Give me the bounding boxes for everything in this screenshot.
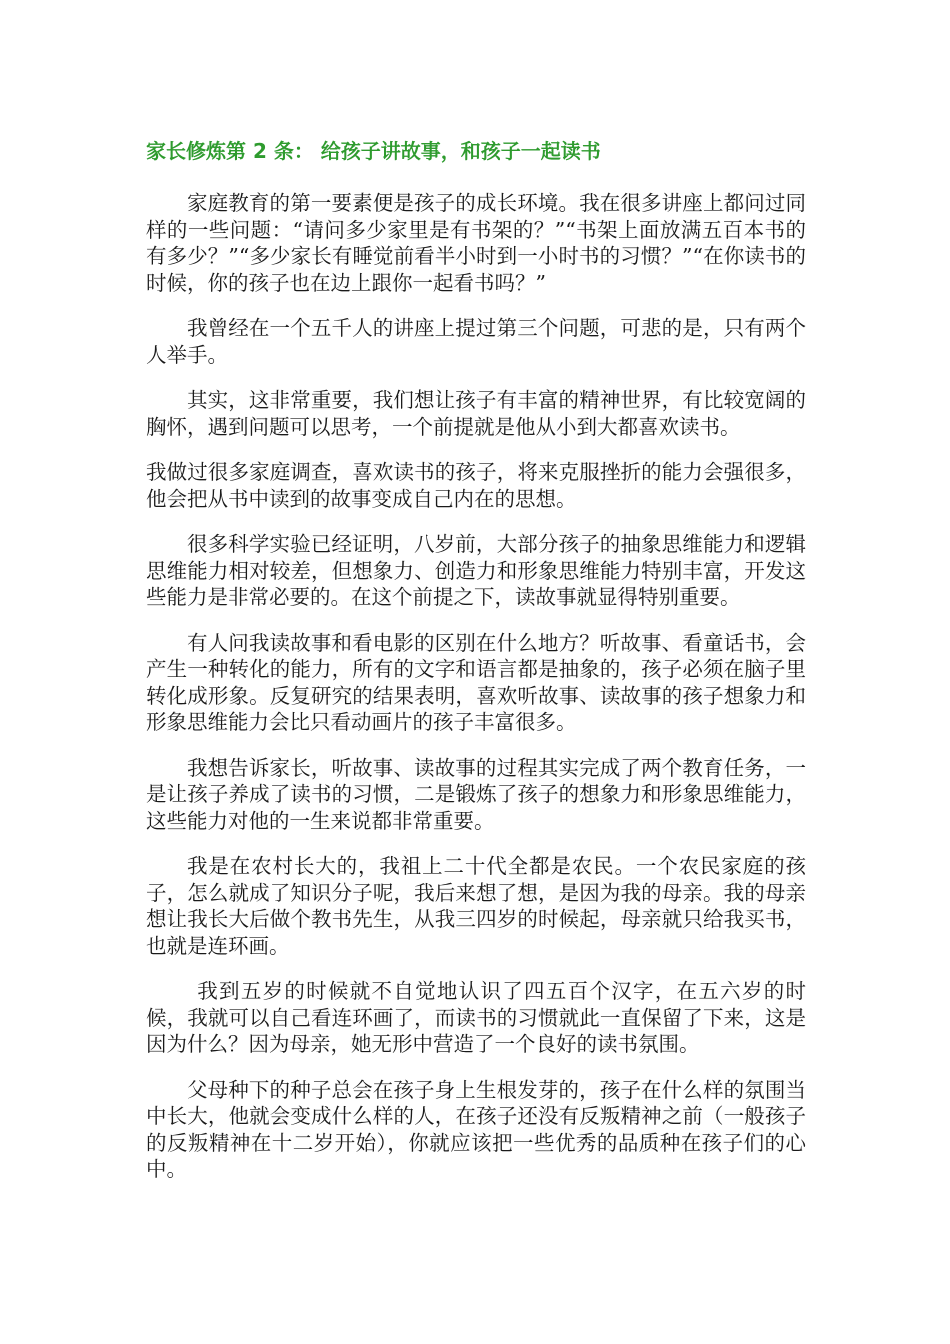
paragraph-9: 我到五岁的时候就不自觉地认识了四五百个汉字，在五六岁的时候，我就可以自己看连环画了，而读书的习惯就此一直保留了下来，这是因为什么？因为母亲，她无形中营造了一个良好的读书氛围。 — [146, 979, 806, 1056]
page-title: 家长修炼第 2 条： 给孩子讲故事，和孩子一起读书 — [146, 139, 601, 163]
article-body — [146, 190, 806, 1202]
paragraph-1: 家庭教育的第一要素便是孩子的成长环境。我在很多讲座上都问过同样的一些问题：“请问多少家里是有书架的？”“书架上面放满五百本书的有多少？”“多少家长有睡觉前看半小时到一小时书的习惯？”“在你读书的时候，你的孩子也在边上跟你一起看书吗？” — [146, 191, 806, 295]
paragraph-10: 父母种下的种子总会在孩子身上生根发芽的，孩子在什么样的氛围当中长大，他就会变成什么样的人，在孩子还没有反叛精神之前（一般孩子的反叛精神在十二岁开始），你就应该把一些优秀的品质种在孩子们的心中。 — [146, 1077, 806, 1181]
paragraph-7: 我想告诉家长，听故事、读故事的过程其实完成了两个教育任务，一是让孩子养成了读书的习惯，二是锻炼了孩子的想象力和形象思维能力，这些能力对他的一生来说都非常重要。 — [146, 755, 806, 833]
paragraph-4: 我做过很多家庭调查，喜欢读书的孩子，将来克服挫折的能力会强很多，他会把从书中读到的故事变成自己内在的思想。 — [146, 460, 806, 511]
paragraph-8: 我是在农村长大的，我祖上二十代全都是农民。一个农民家庭的孩子，怎么就成了知识分子呢，我后来想了想，是因为我的母亲。我的母亲想让我长大后做个教书先生，从我三四岁的时候起，母亲就只给我买书，也就是连环画。 — [146, 854, 806, 958]
paragraph-5: 很多科学实验已经证明，八岁前，大部分孩子的抽象思维能力和逻辑思维能力相对较差，但想象力、创造力和形象思维能力特别丰富，开发这些能力是非常必要的。在这个前提之下，读故事就显得特别重要。 — [146, 532, 806, 609]
paragraph-6: 有人问我读故事和看电影的区别在什么地方？听故事、看童话书，会产生一种转化的能力，所有的文字和语言都是抽象的，孩子必须在脑子里转化成形象。反复研究的结果表明，喜欢听故事、读故事的孩子想象力和形象思维能力会比只看动画片的孩子丰富很多。 — [146, 630, 806, 734]
paragraph-2: 我曾经在一个五千人的讲座上提过第三个问题，可悲的是，只有两个人举手。 — [146, 316, 806, 367]
paragraph-3: 其实，这非常重要，我们想让孩子有丰富的精神世界，有比较宽阔的胸怀，遇到问题可以思考，一个前提就是他从小到大都喜欢读书。 — [146, 388, 806, 439]
